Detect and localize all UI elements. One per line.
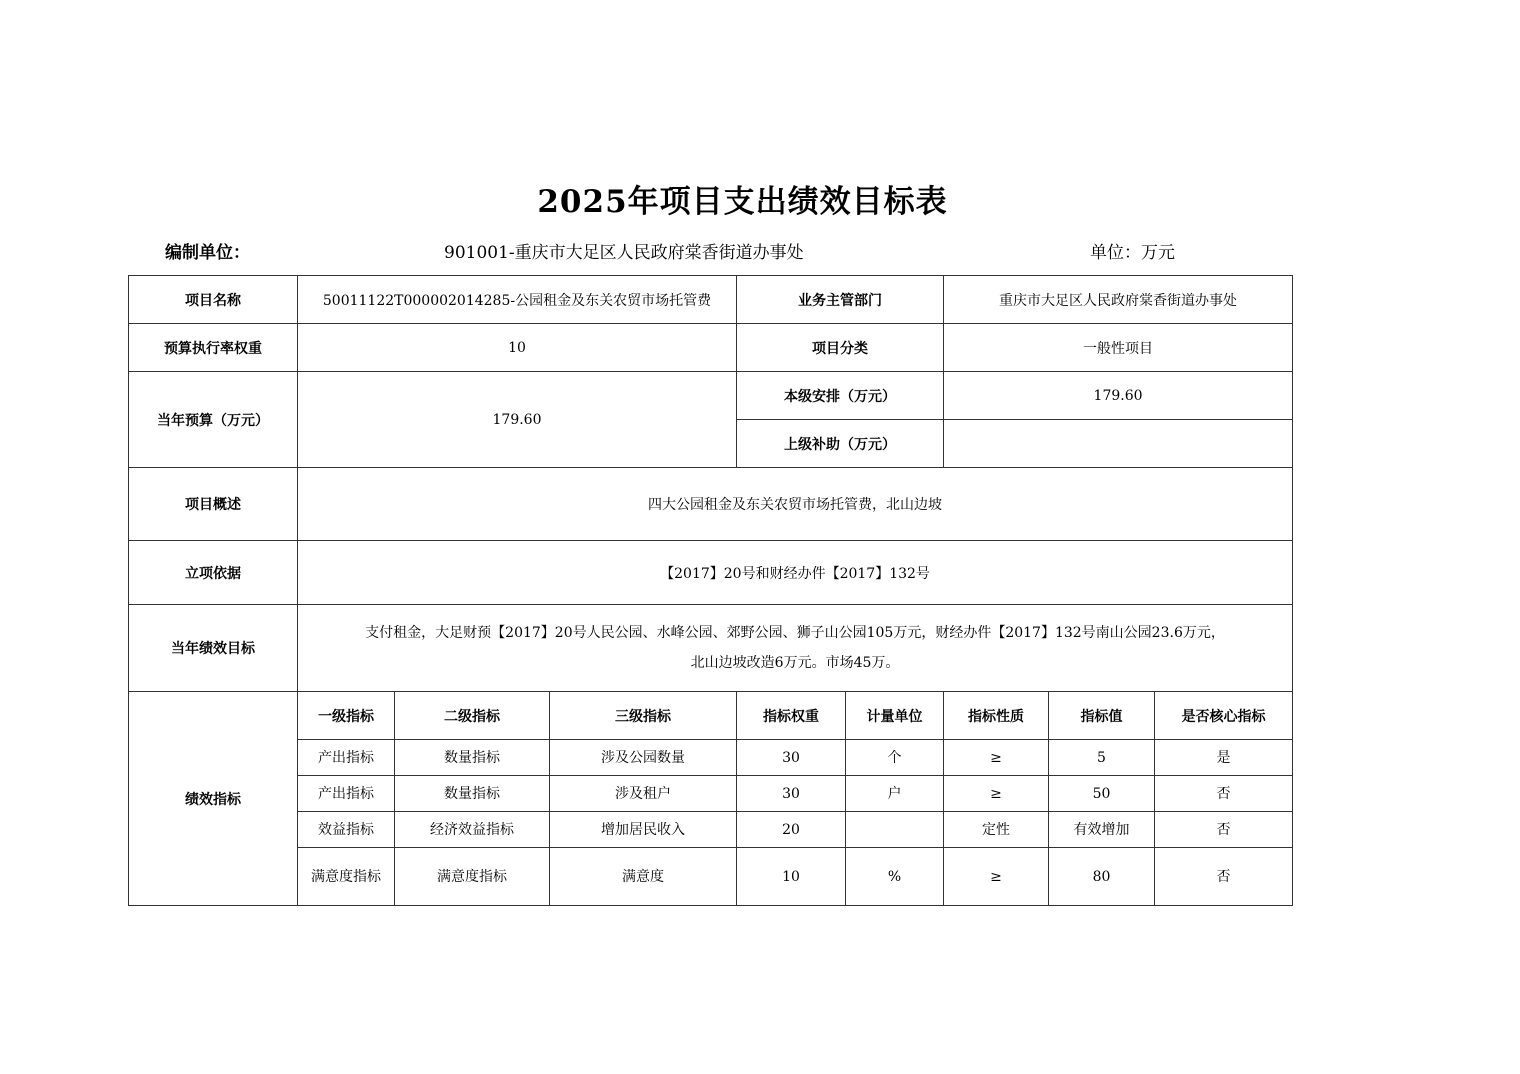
- cell: 30: [737, 740, 846, 776]
- cell: ≥: [944, 776, 1049, 812]
- cell: 户: [846, 776, 944, 812]
- cell: 是: [1155, 740, 1293, 776]
- table-row: [129, 812, 1293, 848]
- indicators-label: 绩效指标: [129, 692, 298, 906]
- upper-funding-value: [944, 420, 1293, 468]
- cell: 产出指标: [298, 776, 395, 812]
- goal-label: 当年绩效目标: [129, 605, 298, 692]
- col-header-value: 指标值: [1049, 692, 1155, 740]
- cell: %: [846, 848, 944, 906]
- cell: ≥: [944, 848, 1049, 906]
- cell: 满意度指标: [298, 848, 395, 906]
- cell: 涉及租户: [550, 776, 737, 812]
- dept-label: 业务主管部门: [737, 276, 944, 324]
- cell: 否: [1155, 776, 1293, 812]
- project-name-value: 50011122T000002014285-公园租金及东关农贸市场托管费: [298, 276, 737, 324]
- cell: 50: [1049, 776, 1155, 812]
- weight-value: 10: [298, 324, 737, 372]
- weight-label: 预算执行率权重: [129, 324, 298, 372]
- cell: 20: [737, 812, 846, 848]
- cell: ≥: [944, 740, 1049, 776]
- cell: 30: [737, 776, 846, 812]
- cell: [846, 812, 944, 848]
- cell: 产出指标: [298, 740, 395, 776]
- cell: 5: [1049, 740, 1155, 776]
- basis-value: 【2017】20号和财经办件【2017】132号: [298, 541, 1293, 605]
- budget-label: 当年预算（万元）: [129, 372, 298, 468]
- col-header-nature: 指标性质: [944, 692, 1049, 740]
- col-header-level3: 三级指标: [550, 692, 737, 740]
- goal-line-1: 支付租金，大足财预【2017】20号人民公园、水峰公园、郊野公园、狮子山公园105万元，财经办件【2017】132号南山公园23.6万元，: [365, 625, 1225, 641]
- cell: 否: [1155, 848, 1293, 906]
- project-name-label: 项目名称: [129, 276, 298, 324]
- upper-funding-label: 上级补助（万元）: [737, 420, 944, 468]
- dept-value: 重庆市大足区人民政府棠香街道办事处: [944, 276, 1293, 324]
- table-row: [129, 848, 1293, 906]
- compiling-unit-value: 901001-重庆市大足区人民政府棠香街道办事处: [444, 243, 804, 263]
- cell: 满意度: [550, 848, 737, 906]
- col-header-unit: 计量单位: [846, 692, 944, 740]
- page-title: 2025年项目支出绩效目标表: [537, 184, 948, 220]
- compiling-unit-label: 编制单位：: [165, 243, 250, 263]
- cell: 80: [1049, 848, 1155, 906]
- local-funding-label: 本级安排（万元）: [737, 372, 944, 420]
- cell: 涉及公园数量: [550, 740, 737, 776]
- cell: 效益指标: [298, 812, 395, 848]
- summary-label: 项目概述: [129, 468, 298, 541]
- col-header-weight: 指标权重: [737, 692, 846, 740]
- performance-target-table: [128, 275, 1293, 906]
- cell: 有效增加: [1049, 812, 1155, 848]
- col-header-core: 是否核心指标: [1155, 692, 1293, 740]
- table-row: [129, 740, 1293, 776]
- cell: 满意度指标: [395, 848, 550, 906]
- col-header-level2: 二级指标: [395, 692, 550, 740]
- category-label: 项目分类: [737, 324, 944, 372]
- cell: 数量指标: [395, 740, 550, 776]
- basis-label: 立项依据: [129, 541, 298, 605]
- budget-value: 179.60: [298, 372, 737, 468]
- col-header-level1: 一级指标: [298, 692, 395, 740]
- cell: 10: [737, 848, 846, 906]
- cell: 否: [1155, 812, 1293, 848]
- cell: 增加居民收入: [550, 812, 737, 848]
- summary-value: 四大公园租金及东关农贸市场托管费，北山边坡: [298, 468, 1293, 541]
- currency-unit: 单位：万元: [1090, 243, 1175, 263]
- cell: 经济效益指标: [395, 812, 550, 848]
- goal-line-2: 北山边坡改造6万元。市场45万。: [690, 655, 900, 671]
- cell: 定性: [944, 812, 1049, 848]
- table-row: [129, 776, 1293, 812]
- local-funding-value: 179.60: [944, 372, 1293, 420]
- goal-value: [298, 605, 1293, 692]
- cell: 数量指标: [395, 776, 550, 812]
- category-value: 一般性项目: [944, 324, 1293, 372]
- cell: 个: [846, 740, 944, 776]
